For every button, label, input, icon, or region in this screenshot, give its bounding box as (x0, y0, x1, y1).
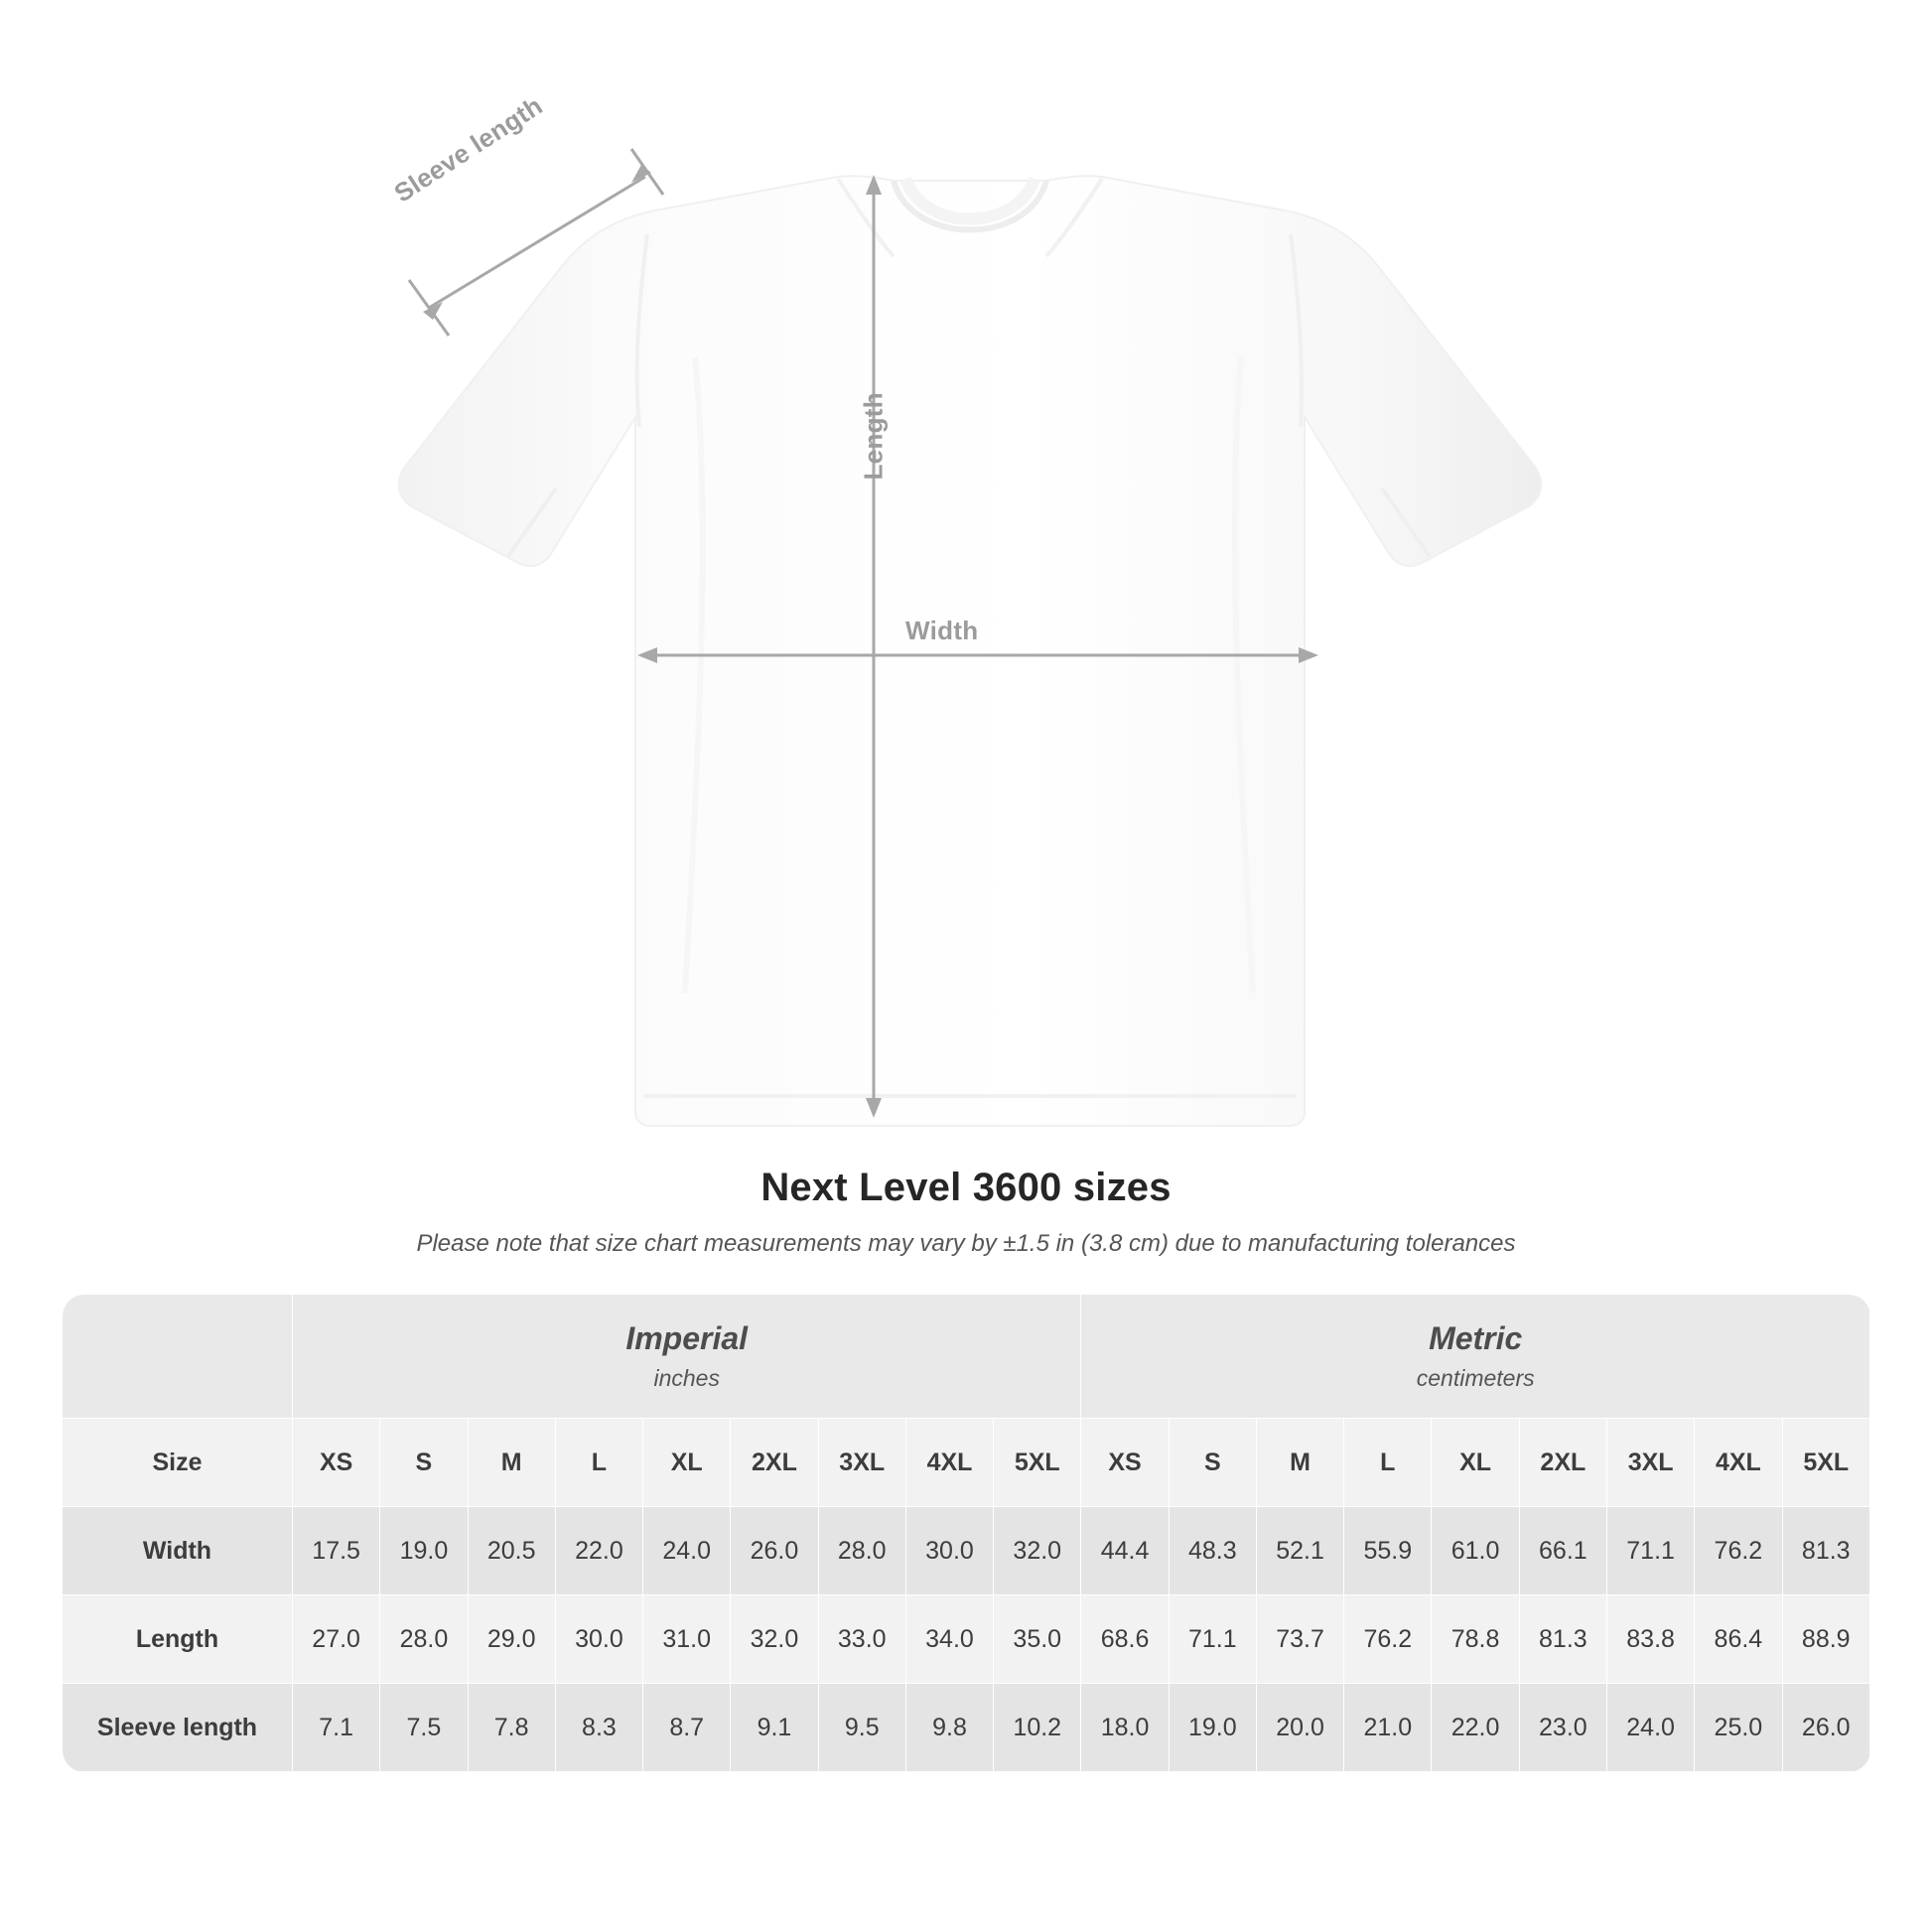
cell-width-metric-4xl: 76.2 (1695, 1507, 1782, 1595)
cell-width-imperial-m: 20.5 (468, 1507, 555, 1595)
cell-width-imperial-5xl: 32.0 (994, 1507, 1081, 1595)
chart-subtitle: Please note that size chart measurements may vary by ±1.5 in (3.8 cm) due to manufacturing tolerances (416, 1230, 1516, 1257)
size-head-imperial-5xl: 5XL (994, 1419, 1081, 1507)
cell-length-imperial-l: 30.0 (555, 1595, 642, 1684)
row-label-sleeve-length: Sleeve length (63, 1684, 293, 1772)
cell-width-imperial-xs: 17.5 (293, 1507, 380, 1595)
cell-width-metric-m: 52.1 (1256, 1507, 1343, 1595)
size-head-imperial-2xl: 2XL (731, 1419, 818, 1507)
sleeve-tick-right (631, 149, 663, 195)
system-metric-unit: centimeters (1416, 1365, 1535, 1391)
cell-sleeve-metric-4xl: 25.0 (1695, 1684, 1782, 1772)
table-row (63, 1684, 1870, 1772)
cell-sleeve-imperial-xl: 8.7 (643, 1684, 731, 1772)
cell-sleeve-imperial-l: 8.3 (555, 1684, 642, 1772)
sleeve-tick-left (409, 280, 449, 336)
size-head-imperial-m: M (468, 1419, 555, 1507)
length-label: Length (858, 392, 889, 481)
size-head-metric-l: L (1344, 1419, 1432, 1507)
cell-length-metric-2xl: 81.3 (1519, 1595, 1606, 1684)
cell-width-metric-xs: 44.4 (1081, 1507, 1169, 1595)
cell-length-imperial-2xl: 32.0 (731, 1595, 818, 1684)
size-head-imperial-3xl: 3XL (818, 1419, 905, 1507)
cell-length-metric-5xl: 88.9 (1782, 1595, 1869, 1684)
size-head-imperial-xl: XL (643, 1419, 731, 1507)
size-head-metric-xl: XL (1432, 1419, 1519, 1507)
size-head-metric-xs: XS (1081, 1419, 1169, 1507)
system-group-imperial (293, 1295, 1081, 1419)
row-label-width: Width (63, 1507, 293, 1595)
title-block (0, 1166, 1932, 1258)
size-head-metric-2xl: 2XL (1519, 1419, 1606, 1507)
cell-sleeve-metric-3xl: 24.0 (1606, 1684, 1694, 1772)
cell-sleeve-imperial-s: 7.5 (380, 1684, 468, 1772)
cell-length-metric-m: 73.7 (1256, 1595, 1343, 1684)
size-head-metric-4xl: 4XL (1695, 1419, 1782, 1507)
cell-length-imperial-3xl: 33.0 (818, 1595, 905, 1684)
system-imperial-name: Imperial (625, 1320, 749, 1356)
cell-sleeve-imperial-4xl: 9.8 (905, 1684, 993, 1772)
width-label: Width (905, 616, 979, 645)
cell-sleeve-imperial-3xl: 9.5 (818, 1684, 905, 1772)
size-head-imperial-xs: XS (293, 1419, 380, 1507)
row-label-length: Length (63, 1595, 293, 1684)
system-header-row (63, 1295, 1870, 1419)
cell-length-imperial-m: 29.0 (468, 1595, 555, 1684)
cell-width-metric-l: 55.9 (1344, 1507, 1432, 1595)
size-chart-table-wrap (62, 1294, 1870, 1772)
size-header-label: Size (63, 1419, 293, 1507)
cell-sleeve-imperial-m: 7.8 (468, 1684, 555, 1772)
cell-length-imperial-xs: 27.0 (293, 1595, 380, 1684)
size-head-metric-s: S (1169, 1419, 1256, 1507)
cell-width-metric-3xl: 71.1 (1606, 1507, 1694, 1595)
cell-width-imperial-2xl: 26.0 (731, 1507, 818, 1595)
cell-width-imperial-3xl: 28.0 (818, 1507, 905, 1595)
cell-length-imperial-5xl: 35.0 (994, 1595, 1081, 1684)
cell-width-imperial-4xl: 30.0 (905, 1507, 993, 1595)
cell-sleeve-metric-5xl: 26.0 (1782, 1684, 1869, 1772)
cell-length-metric-s: 71.1 (1169, 1595, 1256, 1684)
cell-width-metric-2xl: 66.1 (1519, 1507, 1606, 1595)
cell-sleeve-metric-s: 19.0 (1169, 1684, 1256, 1772)
cell-length-imperial-xl: 31.0 (643, 1595, 731, 1684)
shirt-body-path (399, 176, 1542, 1126)
chart-title: Next Level 3600 sizes (760, 1166, 1172, 1209)
cell-sleeve-metric-2xl: 23.0 (1519, 1684, 1606, 1772)
width-arrow-head-right (1299, 647, 1318, 663)
cell-sleeve-metric-xs: 18.0 (1081, 1684, 1169, 1772)
cell-length-metric-xl: 78.8 (1432, 1595, 1519, 1684)
cell-length-metric-xs: 68.6 (1081, 1595, 1169, 1684)
cell-length-imperial-s: 28.0 (380, 1595, 468, 1684)
cell-sleeve-metric-xl: 22.0 (1432, 1684, 1519, 1772)
system-imperial-unit: inches (653, 1365, 720, 1391)
size-head-imperial-l: L (555, 1419, 642, 1507)
cell-width-imperial-s: 19.0 (380, 1507, 468, 1595)
cell-width-metric-5xl: 81.3 (1782, 1507, 1869, 1595)
cell-width-metric-s: 48.3 (1169, 1507, 1256, 1595)
table-corner-blank (63, 1295, 293, 1419)
cell-width-imperial-xl: 24.0 (643, 1507, 731, 1595)
cell-sleeve-imperial-2xl: 9.1 (731, 1684, 818, 1772)
size-chart-table (62, 1294, 1870, 1772)
size-header-row (63, 1419, 1870, 1507)
cell-length-metric-4xl: 86.4 (1695, 1595, 1782, 1684)
cell-sleeve-metric-l: 21.0 (1344, 1684, 1432, 1772)
size-head-metric-5xl: 5XL (1782, 1419, 1869, 1507)
cell-width-metric-xl: 61.0 (1432, 1507, 1519, 1595)
sleeve-length-label: Sleeve length (388, 90, 548, 208)
cell-width-imperial-l: 22.0 (555, 1507, 642, 1595)
size-head-imperial-s: S (380, 1419, 468, 1507)
cell-sleeve-imperial-xs: 7.1 (293, 1684, 380, 1772)
cell-length-imperial-4xl: 34.0 (905, 1595, 993, 1684)
table-row (63, 1595, 1870, 1684)
cell-length-metric-l: 76.2 (1344, 1595, 1432, 1684)
cell-sleeve-imperial-5xl: 10.2 (994, 1684, 1081, 1772)
size-head-metric-m: M (1256, 1419, 1343, 1507)
cell-length-metric-3xl: 83.8 (1606, 1595, 1694, 1684)
cell-sleeve-metric-m: 20.0 (1256, 1684, 1343, 1772)
system-group-metric (1081, 1295, 1870, 1419)
size-head-metric-3xl: 3XL (1606, 1419, 1694, 1507)
table-row (63, 1507, 1870, 1595)
size-head-imperial-4xl: 4XL (905, 1419, 993, 1507)
system-metric-name: Metric (1429, 1320, 1523, 1356)
